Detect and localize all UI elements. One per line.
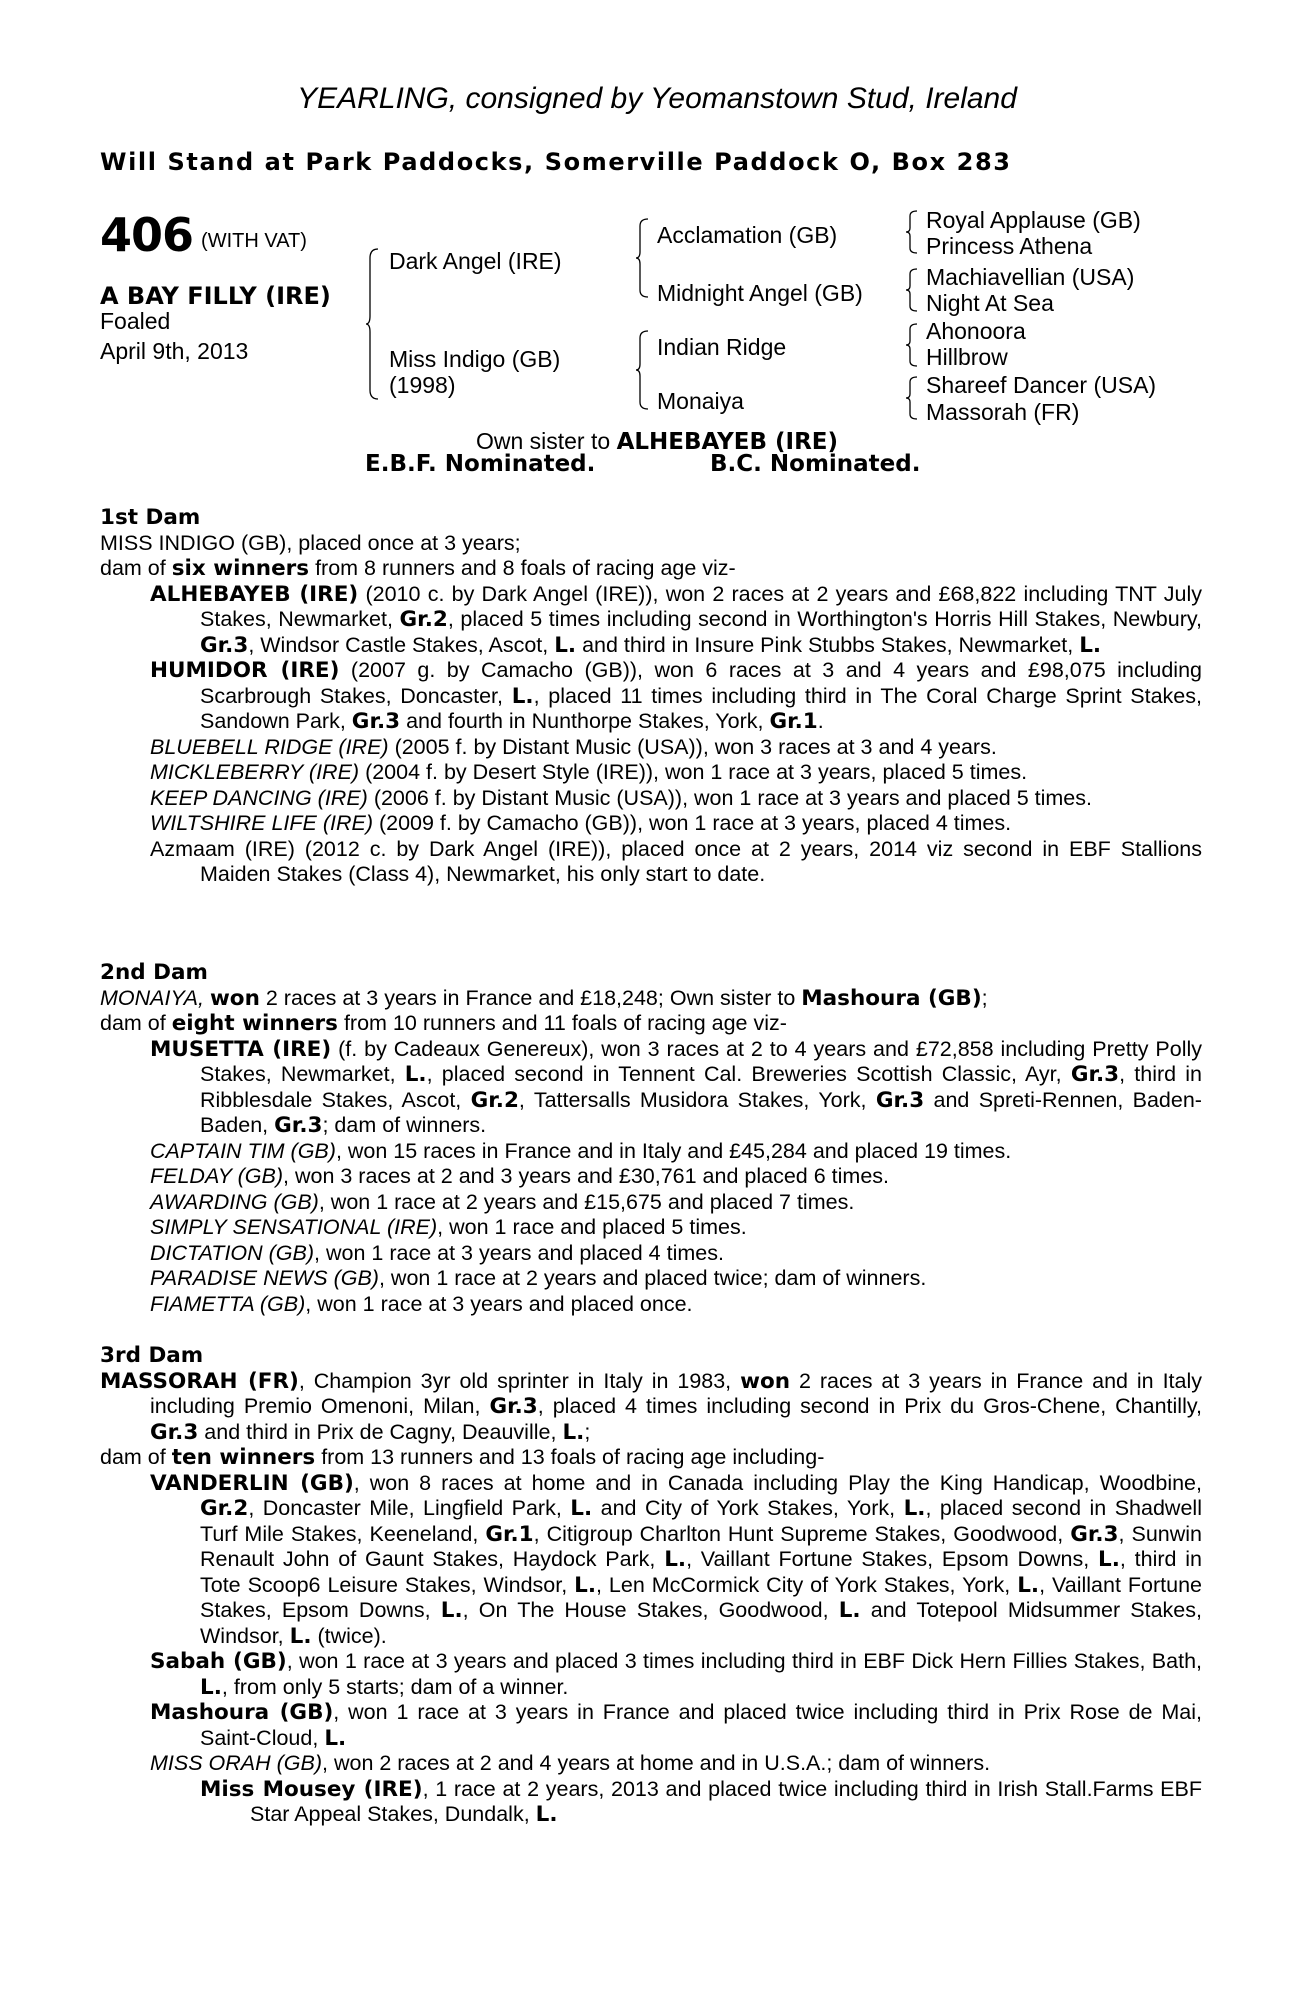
- produce-keep-dancing: KEEP DANCING (IRE) (2006 f. by Distant Music (USA)), won 1 race at 3 years and placed 5 times.: [150, 785, 1092, 810]
- consignment-line: YEARLING, consigned by Yeomanstown Stud, Ireland: [297, 82, 1017, 115]
- first-dam-produce: dam of six winners from 8 runners and 8 foals of racing age viz-: [100, 556, 736, 581]
- produce-bluebell: BLUEBELL RIDGE (IRE) (2005 f. by Distant Music (USA)), won 3 races at 3 and 4 years.: [150, 734, 997, 759]
- own-sister-note: [0, 428, 1314, 455]
- pedigree-dd-dam: Massorah (FR): [926, 399, 1080, 425]
- produce-humidor: HUMIDOR (IRE) (2007 g. by Camacho (GB)), won 6 races at 3 and 4 years and £98,075 including Scarbrough Stakes, Doncaster, L., placed 11 times including third in The Coral Charge Sprint Stakes, Sandown Park, Gr.3 and fourth in Nunthorpe Stakes, York, Gr.1.: [150, 658, 1202, 734]
- pedigree-dam-dam: Monaiya: [657, 388, 744, 414]
- pedigree-brace-ds: [906, 323, 918, 367]
- horse-description: A BAY FILLY (IRE): [100, 282, 331, 310]
- foaled-block: [100, 306, 248, 366]
- pedigree-sire-sire: Acclamation (GB): [657, 222, 838, 248]
- pedigree-ds-dam: Hillbrow: [926, 344, 1008, 370]
- third-dam-heading: 3rd Dam: [100, 1343, 204, 1368]
- lot-number: 406: [100, 208, 194, 262]
- pedigree-dd-sire: Shareef Dancer (USA): [926, 372, 1157, 398]
- produce-simply-sensational: SIMPLY SENSATIONAL (IRE), won 1 race and placed 5 times.: [150, 1215, 747, 1239]
- foaled-date: April 9th, 2013: [100, 338, 249, 364]
- first-dam-section: [100, 505, 1202, 888]
- produce-sabah: Sabah (GB), won 1 race at 3 years and placed 3 times including third in EBF Dick Hern Fillies Stakes, Bath, L., from only 5 starts; dam of a winner.: [150, 1649, 1202, 1700]
- produce-mickleberry: MICKLEBERRY (IRE) (2004 f. by Desert Style (IRE)), won 1 race at 3 years, placed 5 times.: [150, 760, 1028, 784]
- produce-vanderlin: VANDERLIN (GB), won 8 races at home and in Canada including Play the King Handicap, Woodbine, Gr.2, Doncaster Mile, Lingfield Park, L. and City of York Stakes, York, L., placed second in Shadwell Turf Mile Stakes, Keeneland, Gr.1, Citigroup Charlton Hunt Supreme Stakes, Goodwood, Gr.3, Sunwin Renault John of Gaunt Stakes, Haydock Park, L., Vaillant Fortune Stakes, Epsom Downs, L., third in Tote Scoop6 Leisure Stakes, Windsor, L., Len McCormick City of York Stakes, York, L., Vaillant Fortune Stakes, Epsom Downs, L., On The House Stakes, Goodwood, L. and Totepool Midsummer Stakes, Windsor, L. (twice).: [150, 1470, 1202, 1649]
- produce-felday: FELDAY (GB), won 3 races at 2 and 3 years and £30,761 and placed 6 times.: [150, 1164, 889, 1188]
- pedigree-ss-dam: Princess Athena: [926, 233, 1093, 259]
- third-dam-produce: dam of ten winners from 13 runners and 13 foals of racing age including-: [100, 1445, 825, 1470]
- pedigree-dam: Miss Indigo (GB): [389, 346, 561, 372]
- pedigree-dam-sire: Indian Ridge: [657, 334, 787, 360]
- pedigree-ds-sire: Ahonoora: [926, 318, 1026, 344]
- produce-captain-tim: CAPTAIN TIM (GB), won 15 races in France and in Italy and £45,284 and placed 19 times.: [150, 1138, 1012, 1163]
- produce-azmaam: Azmaam (IRE) (2012 c. by Dark Angel (IRE)), placed once at 2 years, 2014 viz second in EBF Stallions Maiden Stakes (Class 4), Newmarket, his only start to date.: [150, 836, 1202, 886]
- pedigree-brace-dd: [906, 376, 918, 420]
- produce-wiltshire: WILTSHIRE LIFE (IRE) (2009 f. by Camacho (GB)), won 1 race at 3 years, placed 4 times.: [150, 811, 1012, 835]
- third-dam-intro: MASSORAH (FR), Champion 3yr old sprinter in Italy in 1983, won 2 races at 3 years in France and in Italy including Premio Omenoni, Milan, Gr.3, placed 4 times including second in Prix du Gros-Chene, Chantilly, Gr.3 and third in Prix de Cagny, Deauville, L.;: [100, 1368, 1202, 1445]
- pedigree-ss-sire: Royal Applause (GB): [926, 207, 1141, 233]
- stand-location: Will Stand at Park Paddocks, Somerville Paddock O, Box 283: [100, 148, 1012, 176]
- second-dam-heading: 2nd Dam: [100, 960, 208, 985]
- second-dam-intro: MONAIYA, won 2 races at 3 years in France and £18,248; Own sister to Mashoura (GB);: [100, 985, 988, 1011]
- bc-nominated: B.C. Nominated.: [710, 451, 921, 477]
- pedigree-sire: Dark Angel (IRE): [389, 248, 562, 274]
- pedigree-dam-year: (1998): [389, 372, 456, 398]
- ebf-nominated: E.B.F. Nominated.: [365, 451, 596, 477]
- second-dam-section: [100, 960, 1202, 1317]
- produce-mashoura: Mashoura (GB), won 1 race at 3 years in France and placed twice including third in Prix Rose de Mai, Saint-Cloud, L.: [150, 1700, 1202, 1751]
- pedigree-brace-dam: [636, 330, 650, 410]
- third-dam-section: [100, 1343, 1202, 1828]
- produce-awarding: AWARDING (GB), won 1 race at 2 years and £15,675 and placed 7 times.: [150, 1189, 855, 1214]
- produce-paradise-news: PARADISE NEWS (GB), won 1 race at 2 years and placed twice; dam of winners.: [150, 1266, 927, 1290]
- produce-dictation: DICTATION (GB), won 1 race at 3 years and placed 4 times.: [150, 1240, 724, 1265]
- lot-number-block: [100, 208, 307, 262]
- produce-fiametta: FIAMETTA (GB), won 1 race at 3 years and placed once.: [150, 1291, 693, 1316]
- foaled-label: Foaled: [100, 308, 171, 334]
- pedigree-brace-sd: [906, 268, 918, 312]
- produce-musetta: MUSETTA (IRE) (f. by Cadeaux Genereux), won 3 races at 2 to 4 years and £72,858 including Pretty Polly Stakes, Newmarket, L., placed second in Tennent Cal. Breweries Scottish Classic, Ayr, Gr.3, third in Ribblesdale Stakes, Ascot, Gr.2, Tattersalls Musidora Stakes, York, Gr.3 and Spreti-Rennen, Baden-Baden, Gr.3; dam of winners.: [150, 1036, 1202, 1138]
- pedigree-sd-sire: Machiavellian (USA): [926, 264, 1135, 290]
- first-dam-intro: MISS INDIGO (GB), placed once at 3 years;: [100, 530, 521, 555]
- pedigree-brace-ss: [906, 210, 918, 254]
- pedigree-brace-sire: [636, 218, 650, 298]
- pedigree-brace-main: [366, 248, 380, 400]
- vat-note: (WITH VAT): [201, 230, 307, 252]
- first-dam-heading: 1st Dam: [100, 505, 201, 530]
- second-dam-produce: dam of eight winners from 10 runners and 11 foals of racing age viz-: [100, 1011, 787, 1036]
- produce-miss-orah: MISS ORAH (GB), won 2 races at 2 and 4 years at home and in U.S.A.; dam of winners.: [150, 1751, 991, 1775]
- own-sister-name: ALHEBAYEB (IRE): [616, 429, 839, 455]
- pedigree-sd-dam: Night At Sea: [926, 290, 1054, 316]
- pedigree-sire-dam: Midnight Angel (GB): [657, 280, 863, 306]
- produce-alhebayeb: ALHEBAYEB (IRE) (2010 c. by Dark Angel (IRE)), won 2 races at 2 years and £68,822 including TNT July Stakes, Newmarket, Gr.2, placed 5 times including second in Worthington's Horris Hill Stakes, Newbury, Gr.3, Windsor Castle Stakes, Ascot, L. and third in Insure Pink Stubbs Stakes, Newmarket, L.: [150, 581, 1202, 658]
- produce-miss-mousey: Miss Mousey (IRE), 1 race at 2 years, 2013 and placed twice including third in Irish Stall.Farms EBF Star Appeal Stakes, Dundalk, L.: [200, 1776, 1202, 1827]
- own-sister-prefix: Own sister to: [475, 428, 611, 454]
